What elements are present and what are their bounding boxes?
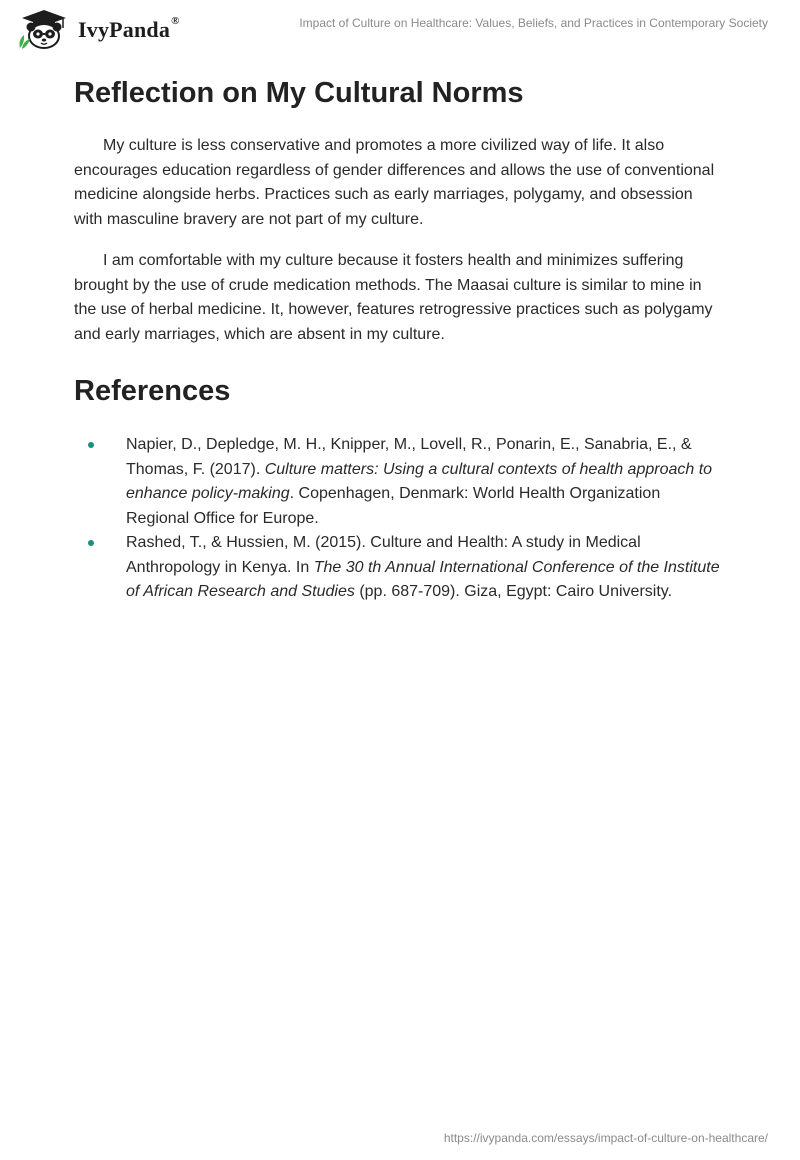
document-title: Impact of Culture on Healthcare: Values, Beliefs, and Practices in Contemporary Society — [299, 16, 768, 30]
source-url[interactable]: https://ivypanda.com/essays/impact-of-culture-on-healthcare/ — [443, 1131, 768, 1145]
page-header — [0, 0, 800, 60]
reference-list — [74, 433, 724, 605]
logo[interactable] — [16, 8, 180, 50]
section-heading-references: References — [74, 375, 231, 407]
paragraph: I am comfortable with my culture because it fosters health and minimizes suffering brought by the use of crude medication methods. The Maasai culture is similar to mine in the use of herbal medicine. It, however, features retrogressive practices such as polygamy and early marriages, which are absent in my culture. — [74, 252, 713, 343]
logo-wordmark: IvyPanda® — [78, 15, 180, 42]
bullet-icon — [88, 442, 94, 448]
panda-graduate-icon — [16, 8, 72, 50]
reference-title: The 30 th Annual International Conference of the Institute of African Research and Studies — [126, 558, 720, 600]
paragraph: My culture is less conservative and promotes a more civilized way of life. It also encourages education regardless of gender differences and allows the use of conventional medicine alongside herbs. Practices such as early marriages, polygamy, and obsession with masculine bravery are not part of my culture. — [74, 137, 715, 228]
reference-title: Culture matters: Using a cultural contexts of health approach to enhance policy-making — [126, 460, 713, 502]
reference-text: (pp. 687-709). Giza, Egypt: Cairo University. — [354, 583, 673, 600]
reference-item — [74, 433, 724, 531]
article-body — [74, 70, 724, 605]
bullet-icon — [88, 540, 94, 546]
reference-text: . Copenhagen, Denmark: World Health Organization Regional Office for Europe. — [126, 485, 661, 527]
reference-item — [74, 531, 724, 605]
reference-text: Napier, D., Depledge, M. H., Knipper, M., Lovell, R., Ponarin, E., Sanabria, E., & Thomas, F. (2017). — [126, 436, 692, 478]
reference-text: Rashed, T., & Hussien, M. (2015). Culture and Health: A study in Medical Anthropology in Kenya. In — [126, 534, 641, 576]
section-heading-reflection: Reflection on My Cultural Norms — [74, 77, 524, 109]
